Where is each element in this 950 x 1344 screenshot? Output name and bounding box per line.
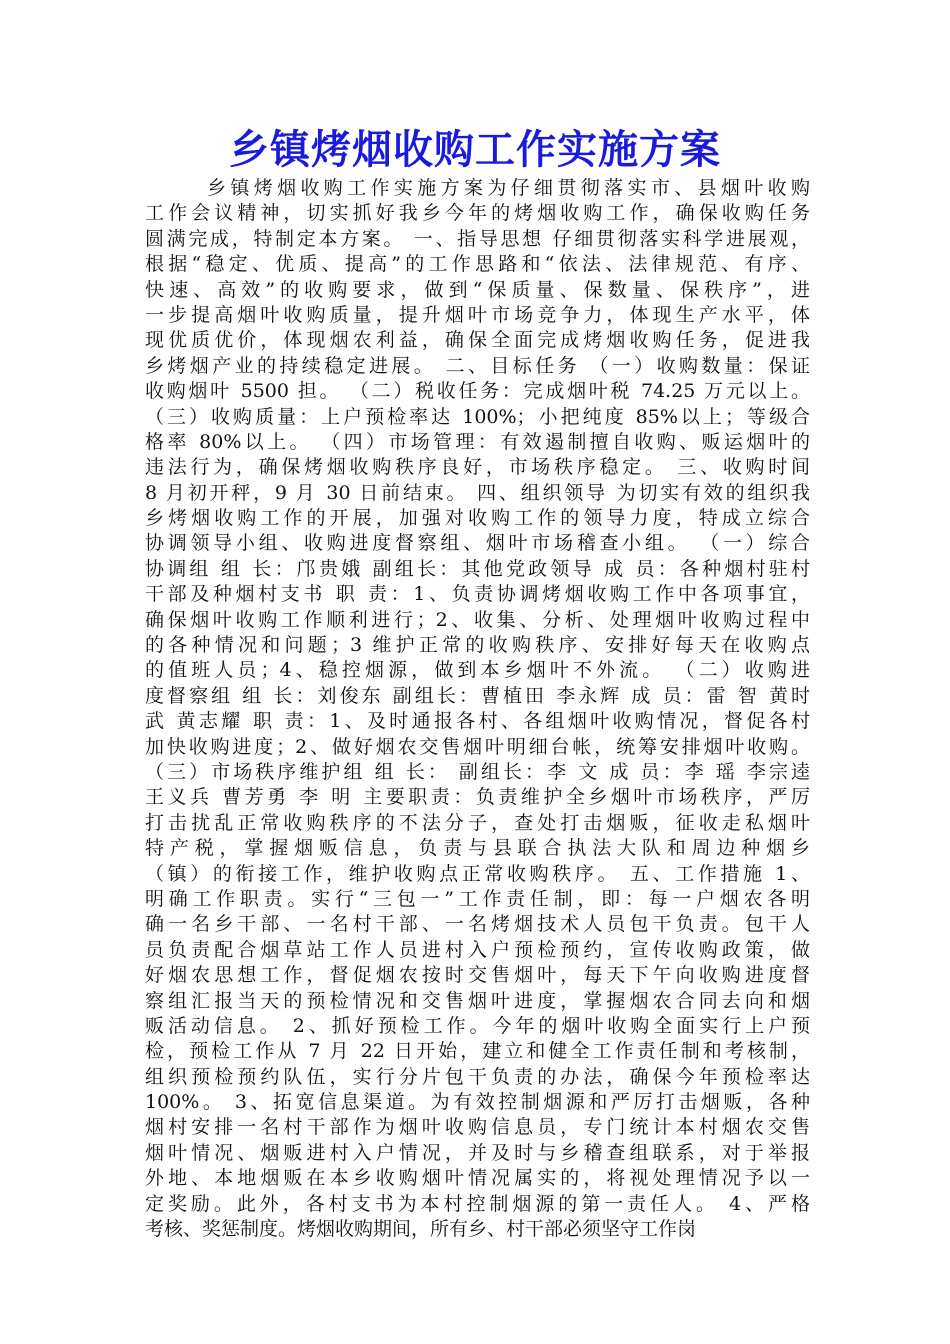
body-text-line: 乡烤烟产业的持续稳定进展。 二、目标任务 （一）收购数量：保证 (145, 354, 810, 377)
body-text-line: 察组汇报当天的预检情况和交售烟叶进度，掌握烟农合同去向和烟 (145, 989, 810, 1012)
document-body (145, 176, 810, 1242)
body-text-line: 武 黄志耀 职 责：1、及时通报各村、各组烟叶收购情况，督促各村 (145, 710, 810, 733)
body-text-line: （三）市场秩序维护组 组 长： 副组长：李 文 成 员：李 瑶 李宗逵 (145, 760, 810, 783)
body-text-line: 检，预检工作从 7 月 22 日开始，建立和健全工作责任制和考核制， (145, 1040, 810, 1063)
body-text-line: 乡镇烤烟收购工作实施方案为仔细贯彻落实市、县烟叶收购 (207, 177, 810, 199)
body-text-line: 确一名乡干部、一名村干部、一名烤烟技术人员包干负责。包干人 (145, 913, 810, 936)
body-text-line: 王义兵 曹芳勇 李 明 主要职责：负责维护全乡烟叶市场秩序，严厉 (145, 786, 810, 809)
body-text-line: 特产税，掌握烟贩信息，负责与县联合执法大队和周边种烟乡 (145, 837, 810, 860)
body-text-line: 烟村安排一名村干部作为烟叶收购信息员，专门统计本村烟农交售 (145, 1116, 810, 1139)
body-text-line: 协调组 组 长：邝贵娥 副组长：其他党政领导 成 员：各种烟村驻村 (145, 557, 810, 580)
body-text-line: 收购烟叶 5500 担。 （二）税收任务：完成烟叶税 74.25 万元以上。 (145, 380, 810, 403)
body-text-line: 圆满完成，特制定本方案。 一、指导思想 仔细贯彻落实科学进展观， (145, 227, 810, 250)
body-text-line: 明确工作职责。实行“三包一”工作责任制，即：每一户烟农各明 (145, 887, 810, 910)
body-text-line: 员负责配合烟草站工作人员进村入户预检预约，宣传收购政策，做 (145, 938, 810, 961)
body-text-line: 100%。 3、拓宽信息渠道。为有效控制烟源和严厉打击烟贩，各种 (145, 1091, 810, 1114)
body-text-line: 快速、高效”的收购要求，做到“保质量、保数量、保秩序”，进 (145, 278, 810, 301)
body-text-line: 考核、奖惩制度。烤烟收购期间，所有乡、村干部必须坚守工作岗 (145, 1218, 697, 1241)
body-text-line: 工作会议精神，切实抓好我乡今年的烤烟收购工作，确保收购任务 (145, 202, 810, 225)
body-text-line: 根据“稳定、优质、提高”的工作思路和“依法、法律规范、有序、 (145, 253, 810, 276)
body-text-line: 协调领导小组、收购进度督察组、烟叶市场稽查小组。 （一）综合 (145, 532, 810, 555)
body-text-line: （镇）的衔接工作，维护收购点正常收购秩序。 五、工作措施 1、 (145, 862, 810, 885)
body-text-line: 贩活动信息。 2、抓好预检工作。今年的烟叶收购全面实行上户预 (145, 1014, 810, 1037)
body-text-line: 加快收购进度；2、做好烟农交售烟叶明细台帐，统筹安排烟叶收购。 (145, 735, 810, 758)
body-text-line: 好烟农思想工作，督促烟农按时交售烟叶，每天下午向收购进度督 (145, 964, 810, 987)
body-text-line: 度督察组 组 长：刘俊东 副组长：曹植田 李永辉 成 员：雷 智 黄时 (145, 684, 810, 707)
body-text-line: 一步提高烟叶收购质量，提升烟叶市场竞争力，体现生产水平，体 (145, 303, 810, 326)
body-text-line: 烟叶情况、烟贩进村入户情况，并及时与乡稽查组联系，对于举报 (145, 1141, 810, 1164)
body-text-line: 8 月初开秤，9 月 30 日前结束。 四、组织领导 为切实有效的组织我 (145, 481, 810, 504)
body-text-line: 定奖励。此外，各村支书为本村控制烟源的第一责任人。 4、严格 (145, 1192, 810, 1215)
body-text-line: （三）收购质量：上户预检率达 100%；小把纯度 85%以上；等级合 (145, 405, 810, 428)
body-text-line: 的值班人员；4、稳控烟源，做到本乡烟叶不外流。 （二）收购进 (145, 659, 810, 682)
body-text-line: 干部及种烟村支书 职 责：1、负责协调烤烟收购工作中各项事宜， (145, 583, 810, 606)
document-title: 乡镇烤烟收购工作实施方案 (229, 126, 721, 173)
body-text-line: 违法行为，确保烤烟收购秩序良好，市场秩序稳定。 三、收购时间 (145, 456, 810, 479)
body-text-line: 外地、本地烟贩在本乡收购烟叶情况属实的，将视处理情况予以一 (145, 1167, 810, 1190)
body-text-line: 格率 80%以上。 （四）市场管理：有效遏制擅自收购、贩运烟叶的 (145, 430, 810, 453)
body-text-line: 的各种情况和问题；3 维护正常的收购秩序、安排好每天在收购点 (145, 634, 810, 657)
body-text-line: 现优质优价，体现烟农利益，确保全面完成烤烟收购任务，促进我 (145, 329, 810, 352)
body-text-line: 打击扰乱正常收购秩序的不法分子，查处打击烟贩，征收走私烟叶 (145, 811, 810, 834)
body-text-line: 确保烟叶收购工作顺利进行；2、收集、分析、处理烟叶收购过程中 (145, 608, 810, 631)
body-text-line: 组织预检预约队伍，实行分片包干负责的办法，确保今年预检率达 (145, 1065, 810, 1088)
body-text-line: 乡烤烟收购工作的开展，加强对收购工作的领导力度，特成立综合 (145, 507, 810, 530)
